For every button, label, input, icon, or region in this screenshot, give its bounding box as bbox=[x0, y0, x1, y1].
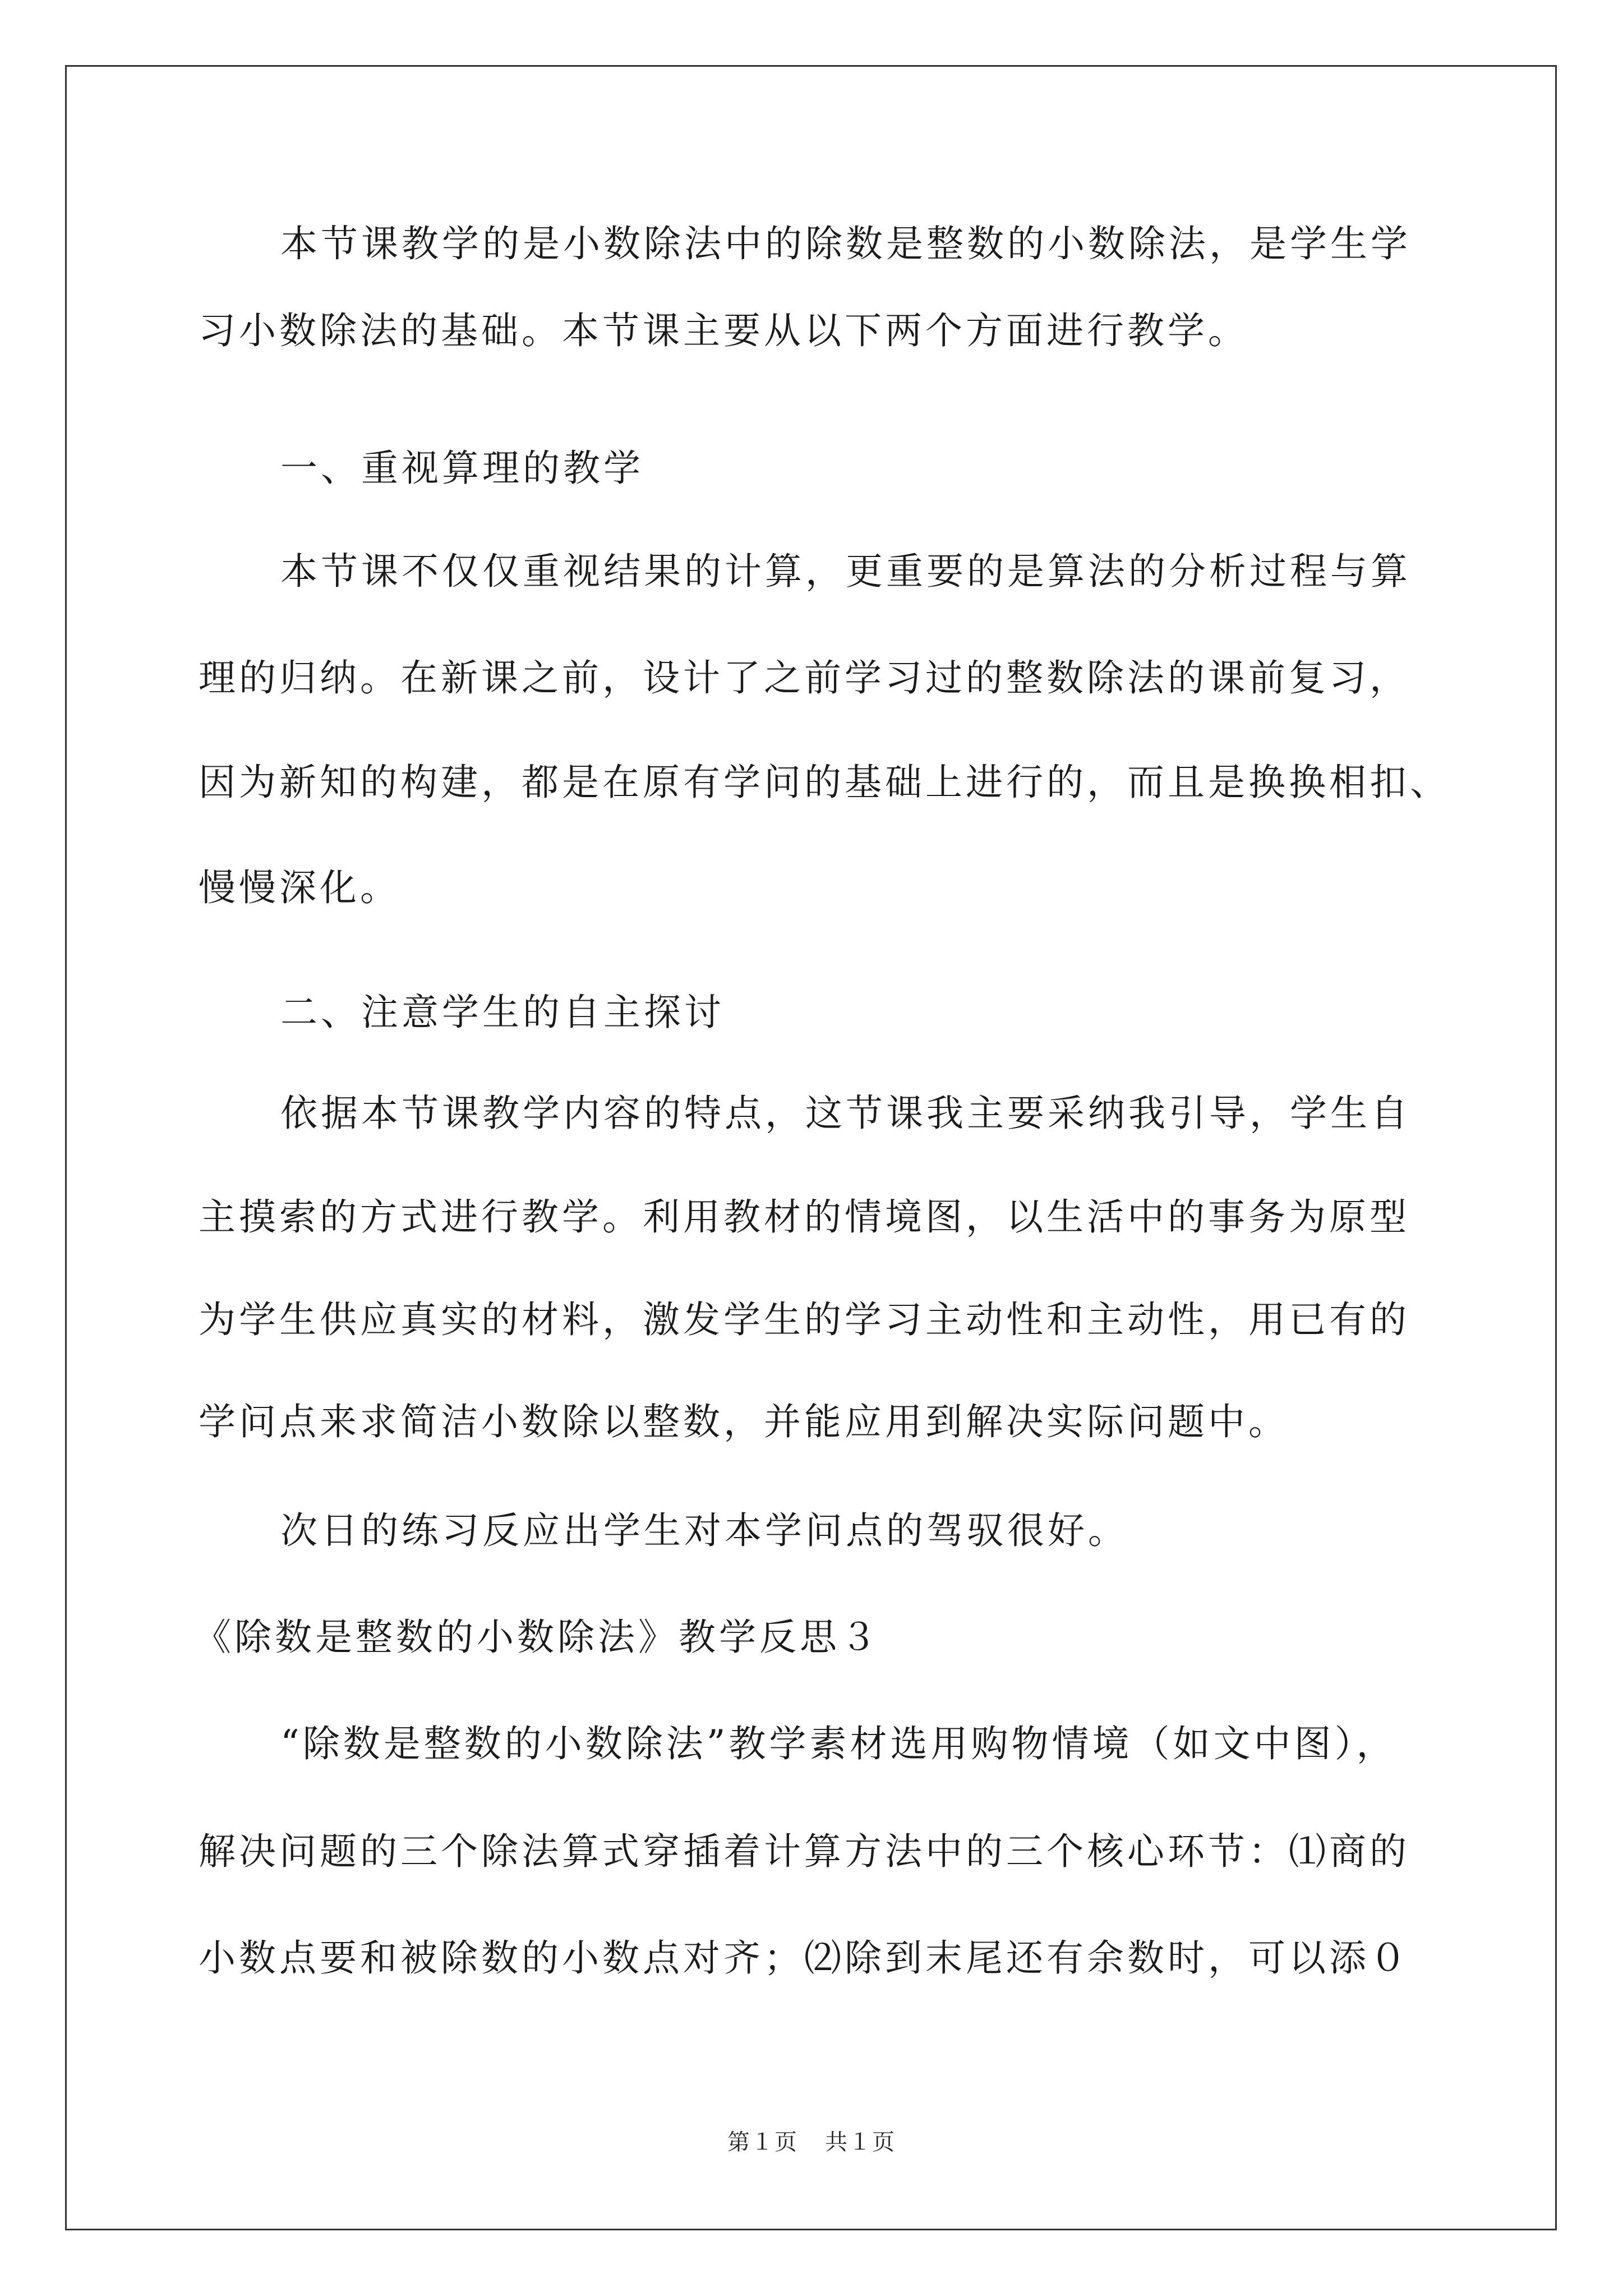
paragraph-line: 主摸索的方式进行教学。利用教材的情境图，以生活中的事务为原型 bbox=[199, 1195, 1410, 1239]
paragraph-line: 本节课不仅仅重视结果的计算，更重要的是算法的分析过程与算 bbox=[280, 550, 1411, 593]
paragraph-line: 因为新知的构建，都是在原有学问的基础上进行的，而且是换换相扣、 bbox=[199, 761, 1450, 804]
page-number: 第１页 bbox=[727, 2129, 798, 2155]
paragraph-line: 次日的练习反应出学生对本学问点的驾驭很好。 bbox=[280, 1509, 1128, 1552]
page-border bbox=[65, 65, 1557, 2230]
paragraph-line: 依据本节课教学内容的特点，这节课我主要采纳我引导，学生自 bbox=[280, 1092, 1411, 1135]
article-title: 《除数是整数的小数除法》教学反思３ bbox=[194, 1616, 880, 1659]
paragraph-line: 本节课教学的是小数除法中的除数是整数的小数除法，是学生学 bbox=[280, 222, 1411, 265]
page-total: 共１页 bbox=[825, 2129, 896, 2155]
paragraph-line: 为学生供应真实的材料，激发学生的学习主动性和主动性，用已有的 bbox=[199, 1298, 1410, 1341]
paragraph-line: 习小数除法的基础。本节课主要从以下两个方面进行教学。 bbox=[199, 309, 1248, 352]
paragraph-line: 学问点来求简洁小数除以整数，并能应用到解决实际问题中。 bbox=[199, 1400, 1289, 1443]
page-footer bbox=[0, 2128, 1623, 2156]
section-heading: 一、重视算理的教学 bbox=[280, 447, 644, 490]
paragraph-line: “除数是整数的小数除法”教学素材选用购物情境（如文中图）， bbox=[280, 1722, 1397, 1765]
paragraph-line: 小数点要和被除数的小数点对齐；⑵除到末尾还有余数时，可以添０ bbox=[199, 1936, 1410, 1980]
paragraph-line: 解决问题的三个除法算式穿插着计算方法中的三个核心环节：⑴商的 bbox=[199, 1830, 1410, 1873]
paragraph-line: 理的归纳。在新课之前，设计了之前学习过的整数除法的课前复习， bbox=[199, 656, 1410, 700]
paragraph-line: 慢慢深化。 bbox=[199, 866, 400, 909]
section-heading: 二、注意学生的自主探讨 bbox=[280, 991, 725, 1034]
